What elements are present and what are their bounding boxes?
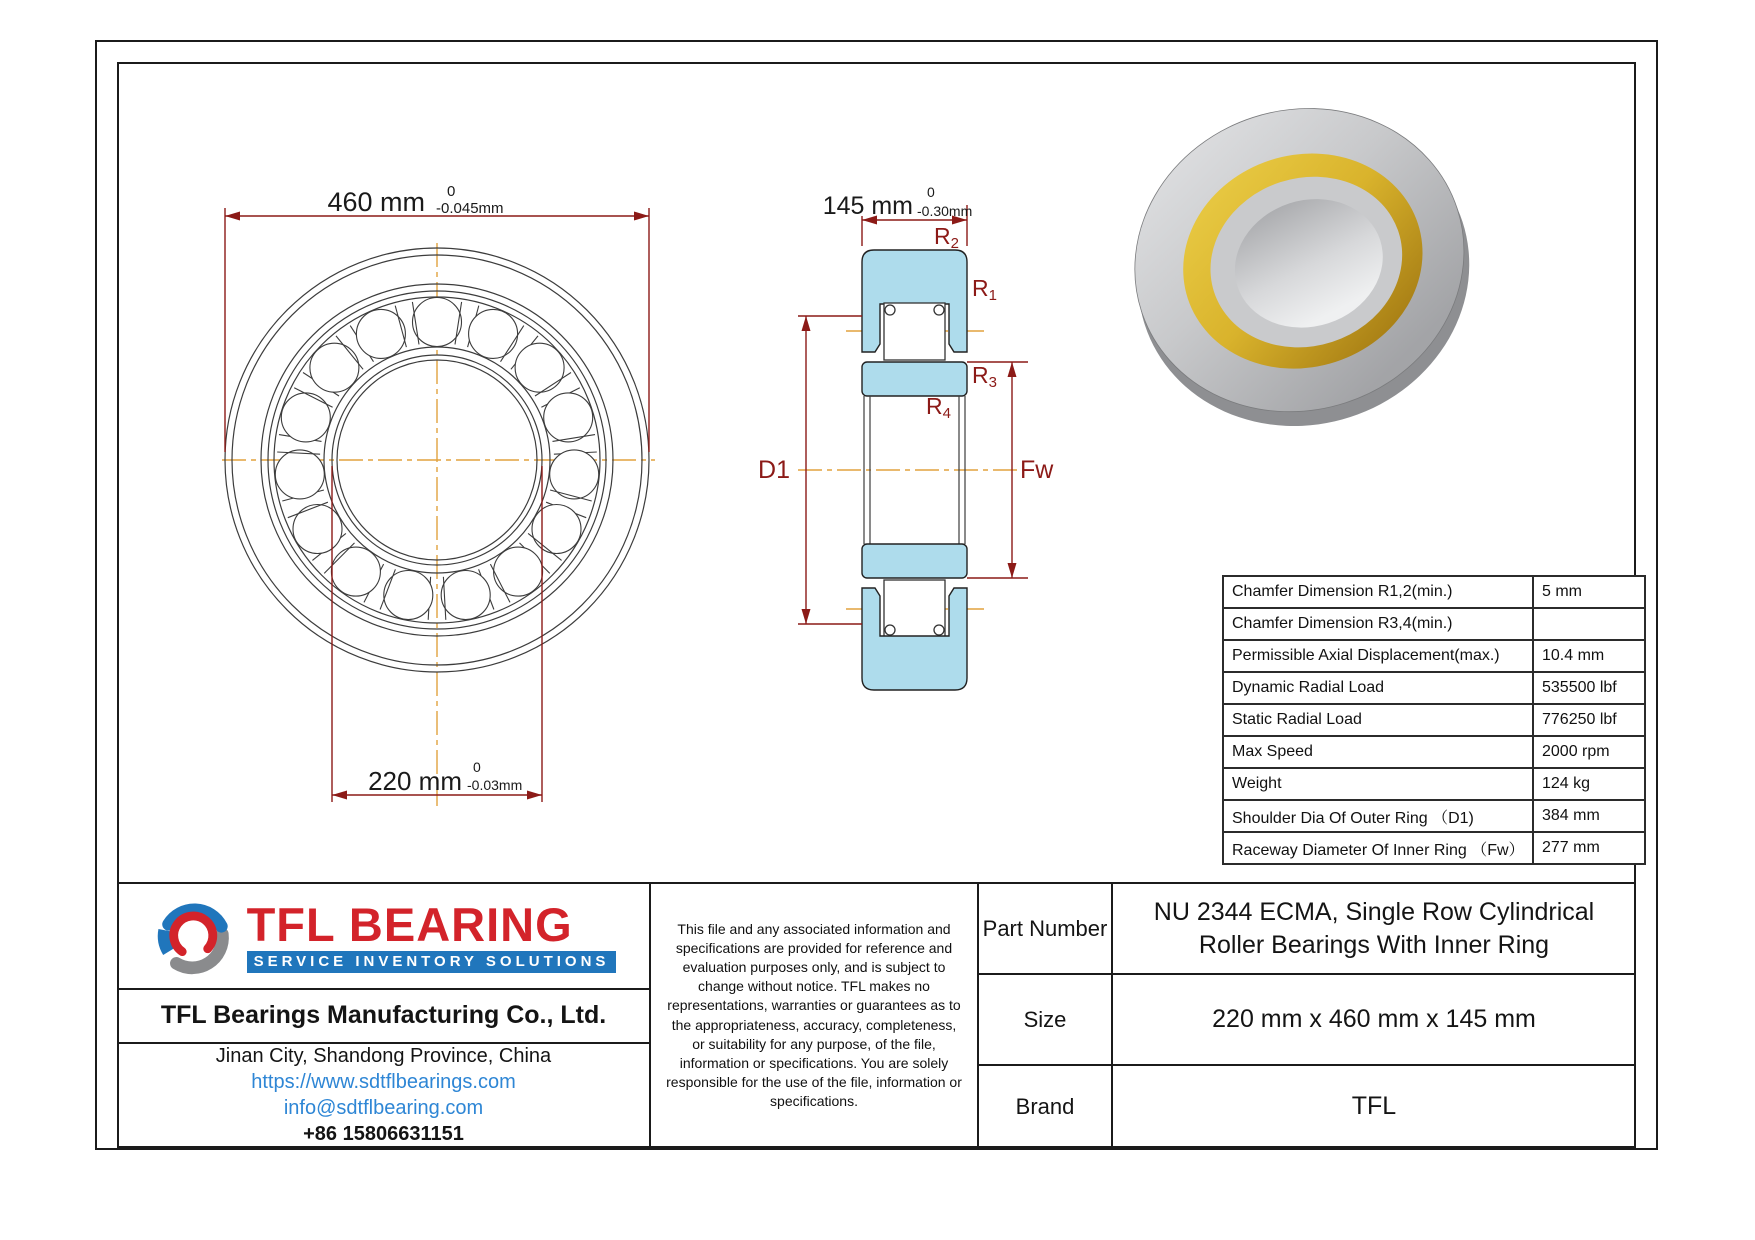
company-address: Jinan City, Shandong Province, China (215, 1045, 552, 1067)
company-phone: +86 15806631151 (303, 1123, 464, 1145)
spec-label: Dynamic Radial Load (1223, 672, 1533, 704)
table-row (1223, 704, 1645, 736)
table-row (1223, 640, 1645, 672)
cage-pin (885, 305, 895, 315)
company-logo (121, 887, 646, 986)
spec-value: 2000 rpm (1533, 736, 1645, 768)
size-value: 220 mm x 460 mm x 145 mm (1212, 1005, 1536, 1034)
spec-value: 124 kg (1533, 768, 1645, 800)
bore-tol-lower: -0.03mm (467, 777, 523, 793)
part-number-value: NU 2344 ECMA, Single Row Cylindrical Roller Bearings With Inner Ring (1153, 898, 1595, 959)
width-dim-label: 145 mm (822, 192, 913, 220)
spec-label: Static Radial Load (1223, 704, 1533, 736)
spec-label: Raceway Diameter Of Inner Ring （Fw） (1223, 832, 1533, 864)
inner-ring-bottom (862, 544, 967, 578)
spec-value: 535500 lbf (1533, 672, 1645, 704)
part-number-label: Part Number (982, 915, 1108, 941)
label-d1: D1 (758, 456, 790, 484)
company-website-link[interactable]: https://www.sdtflbearings.com (251, 1071, 516, 1093)
spec-value: 776250 lbf (1533, 704, 1645, 736)
spec-label: Chamfer Dimension R1,2(min.) (1223, 576, 1533, 608)
spec-value: 277 mm (1533, 832, 1645, 864)
front-view (222, 183, 655, 806)
od-dim-label: 460 mm (327, 187, 425, 217)
bore-tol-upper: 0 (473, 759, 481, 775)
spec-value: 5 mm (1533, 576, 1645, 608)
spec-label: Weight (1223, 768, 1533, 800)
spec-label: Shoulder Dia Of Outer Ring （D1) (1223, 800, 1533, 832)
logo-swirl-icon (151, 895, 235, 979)
company-email-link[interactable]: info@sdtflbearing.com (283, 1097, 484, 1119)
cage-pin (934, 625, 944, 635)
spec-label: Max Speed (1223, 736, 1533, 768)
cage-pin (934, 305, 944, 315)
label-r1: R1 (972, 275, 997, 304)
spec-value (1533, 608, 1645, 640)
table-row (1223, 832, 1645, 864)
spec-value: 384 mm (1533, 800, 1645, 832)
table-row (1223, 768, 1645, 800)
width-tol-lower: -0.30mm (917, 203, 973, 219)
spec-value: 10.4 mm (1533, 640, 1645, 672)
label-fw: Fw (1020, 456, 1054, 484)
company-contact-block (121, 1045, 646, 1145)
table-row (1223, 576, 1645, 608)
logo-wordmark: TFL BEARING (246, 897, 573, 951)
size-label: Size (1023, 1006, 1067, 1032)
section-view (758, 184, 1054, 690)
spec-table (1222, 575, 1646, 865)
bearing-3d-render (1094, 66, 1509, 469)
brand-label: Brand (1015, 1093, 1075, 1119)
label-r2: R2 (934, 223, 959, 252)
table-row (1223, 608, 1645, 640)
width-tol-upper: 0 (927, 184, 935, 200)
logo-tagline: SERVICE INVENTORY SOLUTIONS (247, 951, 617, 973)
bore-dim-label: 220 mm (368, 766, 462, 796)
cage-pin (885, 625, 895, 635)
inner-ring-top (862, 362, 967, 396)
company-name: TFL Bearings Manufacturing Co., Ltd. (160, 1000, 607, 1029)
od-tol-upper: 0 (447, 183, 456, 200)
spec-label: Chamfer Dimension R3,4(min.) (1223, 608, 1533, 640)
disclaimer-text: This file and any associated information and specifications are provided for reference and evaluation purposes only, and is subject to change without notice. TFL makes no representations, warranties or guarantees as to the appropriateness, accuracy, completeness, or suitability for any purpose, of the file, information or specifications. You are solely responsible for the use of the file, information or specifications. (666, 921, 962, 1109)
label-r3: R3 (972, 362, 997, 391)
table-row (1223, 736, 1645, 768)
table-row (1223, 800, 1645, 832)
od-tol-lower: -0.045mm (436, 200, 504, 217)
spec-label: Permissible Axial Displacement(max.) (1223, 640, 1533, 672)
label-r4: R4 (926, 393, 951, 422)
brand-value: TFL (1351, 1092, 1397, 1121)
table-row (1223, 672, 1645, 704)
